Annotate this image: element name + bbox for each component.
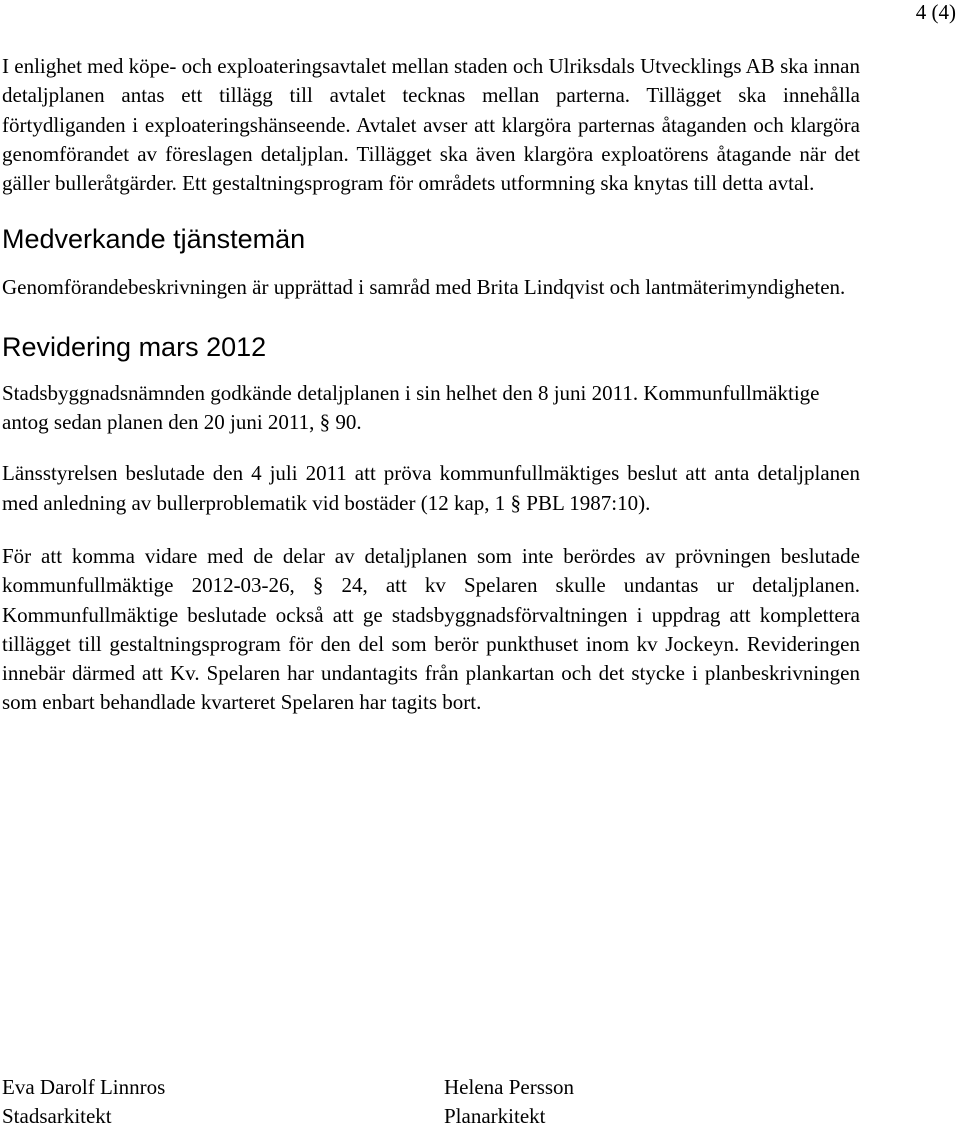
signature-title: Stadsarkitekt <box>2 1104 112 1128</box>
revidering-paragraph-3: För att komma vidare med de delar av detaljplanen som inte berördes av prövningen beslutade kommunfullmäktige 2012-03-26, § 24, att kv Spelaren skulle undantas ur detaljplanen. Kommunfullmäktige beslutade också att ge stadsbyggnadsförvaltningen i uppdrag att komplettera tillägget till gestaltningsprogram för den del som berör punkthuset inom kv Jockeyn. Revideringen innebär därmed att Kv. Spelaren har undantagits från plankartan och det stycke i planbeskrivningen som enbart behandlade kvarteret Spelaren har tagits bort. <box>2 543 860 715</box>
revidering-paragraph-1: Stadsbyggnadsnämnden godkände detaljplanen i sin helhet den 8 juni 2011. Kommunfullmäktige antog sedan planen den 20 juni 2011, § 90. <box>2 380 820 435</box>
section-heading-revidering: Revidering mars 2012 <box>2 331 267 362</box>
signature-title: Planarkitekt <box>444 1104 546 1128</box>
signature-right <box>444 1073 574 1131</box>
medverkande-paragraph: Genomförandebeskrivningen är upprättad i samråd med Brita Lindqvist och lantmäterimyndigheten. <box>2 275 846 300</box>
document-body <box>2 52 860 718</box>
section-heading-medverkande: Medverkande tjänstemän <box>2 224 306 255</box>
page-number: 4 (4) <box>915 0 956 24</box>
signature-name: Helena Persson <box>444 1075 575 1099</box>
signature-left <box>2 1073 165 1131</box>
signature-name: Eva Darolf Linnros <box>2 1075 166 1099</box>
revidering-paragraph-2: Länsstyrelsen beslutade den 4 juli 2011 att pröva kommunfullmäktiges beslut att anta detaljplanen med anledning av bullerproblematik vid bostäder (12 kap, 1 § PBL 1987:10). <box>2 461 860 515</box>
intro-paragraph: I enlighet med köpe- och exploateringsavtalet mellan staden och Ulriksdals Utvecklings AB ska innan detaljplanen antas ett tillägg till avtalet tecknas mellan parterna. Tillägget ska innehålla förtydliganden i exploateringshänseende. Avtalet avser att klargöra parternas åtaganden och klargöra genomförandet av föreslagen detaljplan. Tillägget ska även klargöra exploatörens åtagande när det gäller bulleråtgärder. Ett gestaltningsprogram för områdets utformning ska knytas till detta avtal. <box>2 54 860 196</box>
